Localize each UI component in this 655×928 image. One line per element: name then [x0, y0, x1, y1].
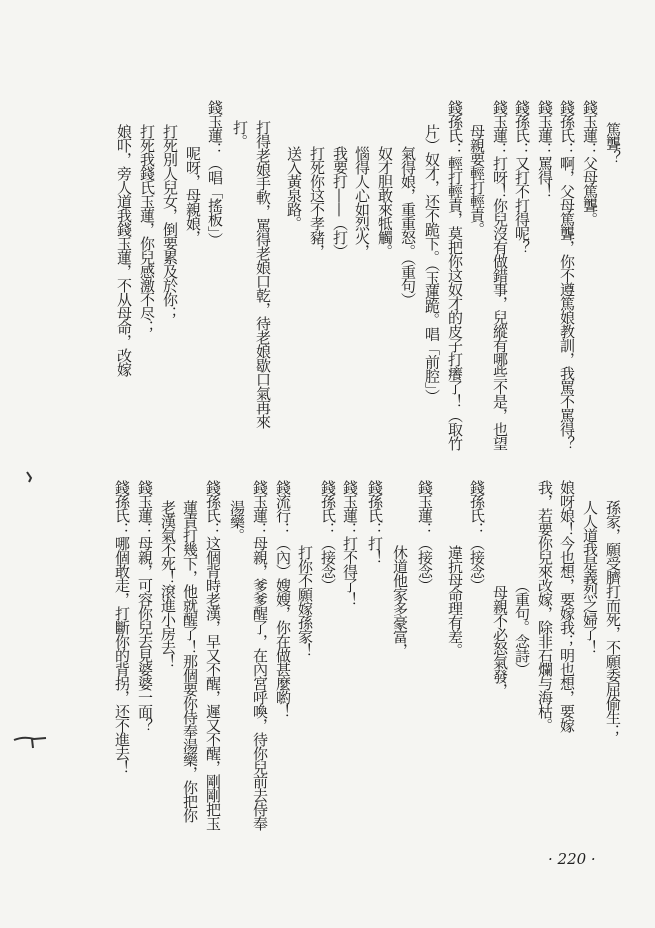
lower-column-9: 錢玉蓮：（接念） — [416, 480, 434, 592]
lower-column-18: 錢孫氏：这個背時老漢，早又不醒，遲又不醒，剛剛把玉 — [204, 480, 222, 830]
lower-column-1: 孫家，願受臍打而死，不願委屈偷生； — [604, 500, 622, 738]
upper-column-2: 錢玉蓮：父母篤聾。 — [581, 100, 599, 226]
lower-column-13: 錢孫氏：（接念） — [319, 480, 337, 592]
lower-column-11: 錢孫氏：打！ — [366, 480, 384, 564]
lower-column-2: 人人道我是義烈之婦了！ — [581, 500, 599, 654]
lower-column-5: （重句。念詩） — [513, 578, 531, 676]
upper-column-22: 娘吓，旁人道我錢玉蓮，不从母命，改嫁 — [115, 124, 133, 376]
upper-column-20: 打死別人兒女，倒要累及於你； — [161, 124, 179, 320]
upper-column-17: 打。 — [231, 120, 249, 148]
upper-column-15: 送入黃泉路。 — [285, 146, 303, 230]
lower-column-4: 我，若要你兒來改嫁，除非石爛与海枯。 — [536, 480, 554, 732]
lower-column-6: 母親不必怒氣發， — [491, 585, 509, 697]
upper-column-5: 錢孫氏：又打不打得呢？ — [513, 100, 531, 254]
ink-speck — [12, 732, 48, 750]
upper-column-4: 錢玉蓮：罵得！ — [536, 100, 554, 198]
upper-column-11: 奴才胆敢來牴觸。 — [376, 146, 394, 258]
lower-column-12: 錢玉蓮：打不得了！ — [341, 480, 359, 606]
upper-column-12: 惱得人心如烈火， — [353, 146, 371, 258]
upper-column-3: 錢孫氏：啊，父母篤聾，你不遵篤娘教訓，我罵不罵得？ — [558, 100, 576, 450]
lower-column-8: 違抗母命理有差。 — [446, 545, 464, 657]
upper-column-8: 錢孫氏：輕打輕責，莫把你这奴才的皮子打癢了！（取竹 — [446, 100, 464, 450]
lower-column-21: 錢玉蓮：母親，可容你兒去見婆婆一面？ — [136, 480, 154, 732]
lower-column-17: 湯藥。 — [228, 500, 246, 542]
ink-speck — [24, 470, 36, 484]
upper-column-21: 打死我錢氏玉蓮，你兒感激不尽； — [138, 124, 156, 334]
upper-column-1: 篤聾？ — [604, 122, 622, 164]
page-number: · 220 · — [548, 850, 596, 868]
upper-column-18: 錢玉蓮：（唱「搖板」） — [206, 100, 224, 247]
upper-column-10: 氣得娘，重重怒。（重句） — [399, 146, 417, 307]
lower-column-19: 蓮責打幾下，他就醒了！那個要你侍奉湯藥，你把你 — [181, 500, 199, 822]
lower-column-16: 錢玉蓮：母親，爹爹醒了，在內宮呼喚，待你兒前去侍奉 — [251, 480, 269, 830]
lower-column-22: 錢孫氏：哪個敢走，打斷你的背拐，还不進去！ — [113, 480, 131, 774]
upper-column-19: 呢呀，母親娘， — [184, 146, 202, 244]
lower-column-10: 休道他家多豪富， — [391, 545, 409, 657]
lower-column-20: 老漢氣不死！滾進小房去！ — [159, 500, 177, 668]
upper-column-7: 母親要輕打輕責。 — [468, 124, 486, 236]
upper-column-6: 錢玉蓮：打呀！你兒沒有做錯事，兒縱有哪些不是，也望 — [491, 100, 509, 450]
upper-column-13: 我要打——（打） — [331, 146, 349, 258]
lower-column-7: 錢孫氏：（接念） — [468, 480, 486, 592]
lower-column-14: 打你不願嫁孫家！ — [296, 545, 314, 657]
lower-column-15: 錢流行：（內）嫂嫂，你在做甚麼喲！ — [274, 480, 292, 718]
upper-column-14: 打死你这不孝豬， — [308, 146, 326, 258]
upper-column-9: 片）奴才，还不跪下。（玉蓮跪。唱「前腔」） — [423, 124, 441, 403]
upper-column-16: 打得老娘手軟，罵得老娘口乾，待老娘歇口氣再來 — [254, 120, 272, 428]
lower-column-3: 娘呀娘！今也想，要嫁我；明也想，要嫁 — [558, 480, 576, 732]
